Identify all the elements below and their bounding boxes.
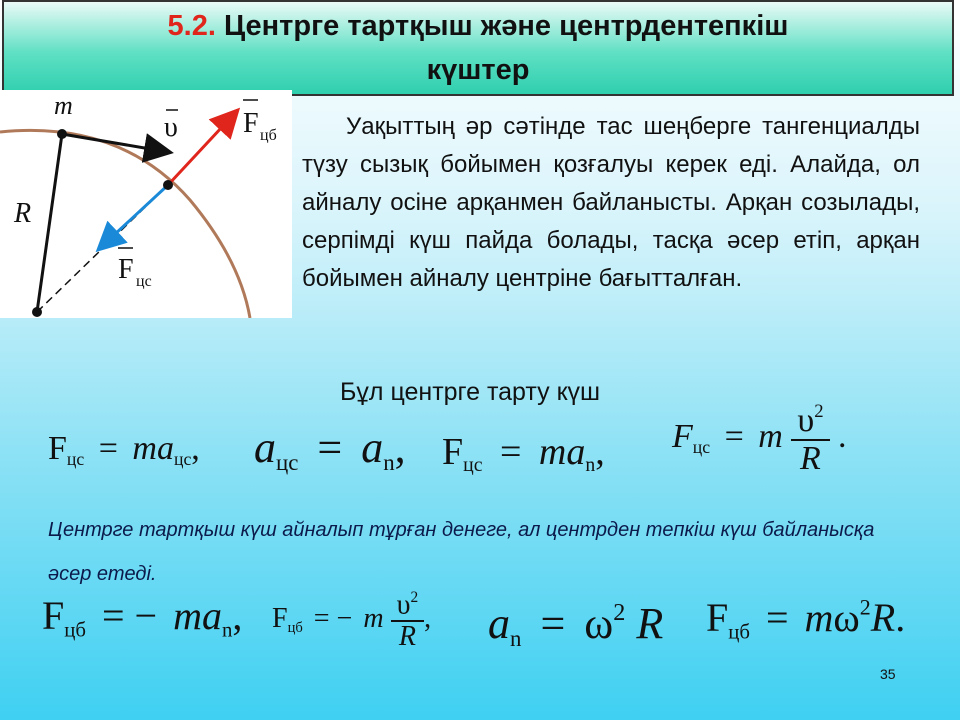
point-stone [163,180,173,190]
formula-fcb-mv2r: $F_{цб}$ = − m $\frac{\upsilon^2}{R}$ , [272,589,432,652]
title-line-2: күштер [426,54,530,86]
explanation-paragraph: Уақыттың әр сәтінде тас шеңберге тангенциалды түзу сызық бойымен қозғалуы керек еді. Алайда, ол айналу осіне арқанмен байланысты. Арқан созылады, серпімді күш пайда болады, тасқа әсер етіп, арқан бойымен айналу центріне бағытталған. [302,113,920,292]
title-line-1 [4,10,952,43]
section-number: 5.2. [167,10,216,42]
title-banner [2,0,954,96]
formula-fcs-mv2r: $F_{цс} = m$ $\frac{\upsilon^2}{R}$ . [672,401,847,477]
radius-line [37,134,62,312]
page-number: 35 [880,666,896,682]
formula-fcs-ma: $F_{цс} = ma_{цс}$, [48,430,200,470]
title-text: Центрге тартқыш және центрдентепкіш [223,10,789,42]
circular-motion-figure [0,90,292,318]
velocity-arrow [62,134,168,152]
f-cb-arrow [168,112,236,185]
note-text: Центрге тартқыш күш айналып тұрған денеге, ал центрден тепкіш күш байланысқа әсер етеді. [48,519,875,585]
label-r: R [14,198,32,229]
label-m: m [54,91,73,120]
formula-fcb-momega2r: $F_{цб} = m\omega^2R$. [706,594,906,644]
formula-acs-an: $a_{цс} = a_n$, [254,423,406,475]
f-cs-arrow [100,185,168,248]
formula-an-omega2r: $a_n = \omega^2$ R [488,598,664,651]
label-f-cb: F [243,108,259,139]
formula-fcb-man: $F_{цб}$ = − $ma_n$, [42,593,243,642]
subheading: Бұл центрге тарту күш [340,378,601,406]
label-f-cs: F [118,254,134,285]
label-velocity: υ [164,112,178,143]
circular-motion-diagram [0,90,292,318]
point-center [32,307,42,317]
label-f-cs-sub: цс [136,273,152,290]
label-f-cb-sub: цб [260,127,277,144]
formula-fcs-man: $F_{цс} = ma_n$, [442,431,605,476]
point-m [57,129,67,139]
